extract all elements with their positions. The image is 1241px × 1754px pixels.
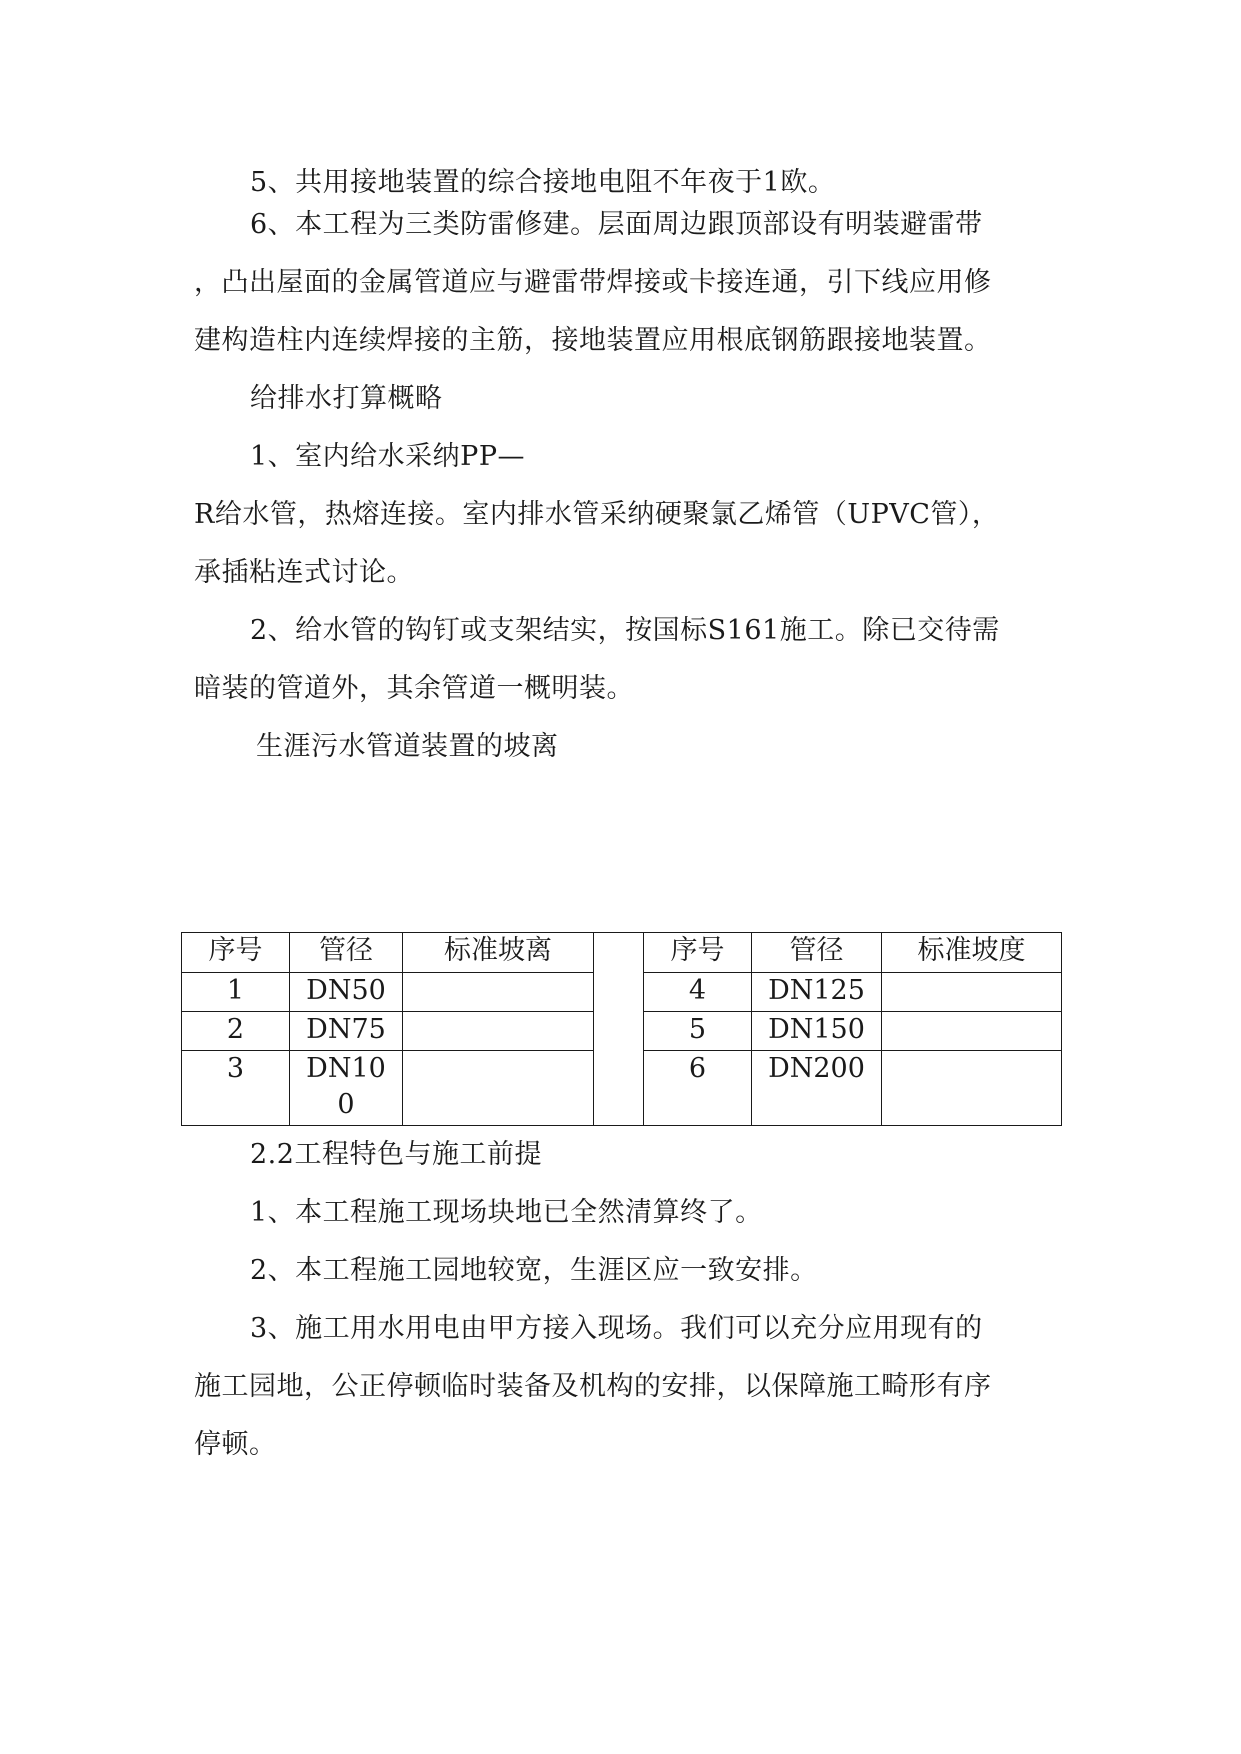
header-cell: 标准坡离 xyxy=(403,933,594,973)
cell-no: 2 xyxy=(182,1012,290,1051)
cell-no: 3 xyxy=(182,1051,290,1126)
paragraph-lightning-line-1: 6、本工程为三类防雷修建。层面周边跟顶部设有明装避雷带 xyxy=(250,209,983,240)
slope-table xyxy=(181,932,1062,1126)
heading-water-supply: 给排水打算概略 xyxy=(250,383,443,414)
cell-diameter-line-1: DN10 xyxy=(306,1053,386,1084)
header-cell: 管径 xyxy=(290,933,403,973)
table-header-row xyxy=(182,933,1062,973)
header-cell: 序号 xyxy=(182,933,290,973)
cell-diameter: DN150 xyxy=(752,1012,882,1051)
cell-slope xyxy=(403,1051,594,1126)
paragraph-site-cleared: 1、本工程施工现场块地已全然清算终了。 xyxy=(250,1197,763,1228)
paragraph-pipe-line-2: R给水管，热熔连接。室内排水管采纳硬聚氯乙烯管（UPVC管）， xyxy=(194,499,1000,530)
cell-diameter: DN125 xyxy=(752,973,882,1012)
paragraph-pipe-line-1: 1、室内给水采纳PP— xyxy=(250,441,526,472)
cell-no: 1 xyxy=(182,973,290,1012)
paragraph-grounding-resistance: 5、共用接地装置的综合接地电阻不年夜于1欧。 xyxy=(250,167,836,198)
table-caption: 生涯污水管道装置的坡离 xyxy=(256,731,559,762)
paragraph-lightning-line-3: 建构造柱内连续焊接的主筋，接地装置应用根底钢筋跟接地装置。 xyxy=(194,325,992,356)
cell-diameter xyxy=(290,1051,403,1126)
paragraph-pipe-line-3: 承插粘连式讨论。 xyxy=(194,557,414,588)
header-cell: 标准坡度 xyxy=(882,933,1062,973)
cell-diameter: DN75 xyxy=(290,1012,403,1051)
cell-diameter-line-2: 0 xyxy=(337,1089,355,1120)
cell-slope xyxy=(882,973,1062,1012)
cell-slope xyxy=(882,1051,1062,1126)
paragraph-lightning-line-2: ，凸出屋面的金属管道应与避雷带焊接或卡接连通，引下线应用修 xyxy=(194,267,992,298)
cell-slope xyxy=(403,1012,594,1051)
cell-no: 4 xyxy=(644,973,752,1012)
paragraph-bracket-line-2: 暗装的管道外，其余管道一概明装。 xyxy=(194,673,634,704)
paragraph-site-wide: 2、本工程施工园地较宽，生涯区应一致安排。 xyxy=(250,1255,818,1286)
section-heading-2-2: 2.2工程特色与施工前提 xyxy=(250,1139,542,1170)
cell-slope xyxy=(882,1012,1062,1051)
header-cell: 管径 xyxy=(752,933,882,973)
paragraph-utilities-line-3: 停顿。 xyxy=(194,1429,277,1460)
paragraph-utilities-line-1: 3、施工用水用电由甲方接入现场。我们可以充分应用现有的 xyxy=(250,1313,983,1344)
table-gap xyxy=(594,933,644,1126)
cell-diameter: DN50 xyxy=(290,973,403,1012)
paragraph-bracket-line-1: 2、给水管的钩钉或支架结实，按国标S161施工。除已交待需 xyxy=(250,615,1000,646)
header-cell: 序号 xyxy=(644,933,752,973)
cell-diameter: DN200 xyxy=(752,1051,882,1126)
paragraph-utilities-line-2: 施工园地，公正停顿临时装备及机构的安排，以保障施工畸形有序 xyxy=(194,1371,992,1402)
cell-slope xyxy=(403,973,594,1012)
cell-no: 5 xyxy=(644,1012,752,1051)
cell-no: 6 xyxy=(644,1051,752,1126)
